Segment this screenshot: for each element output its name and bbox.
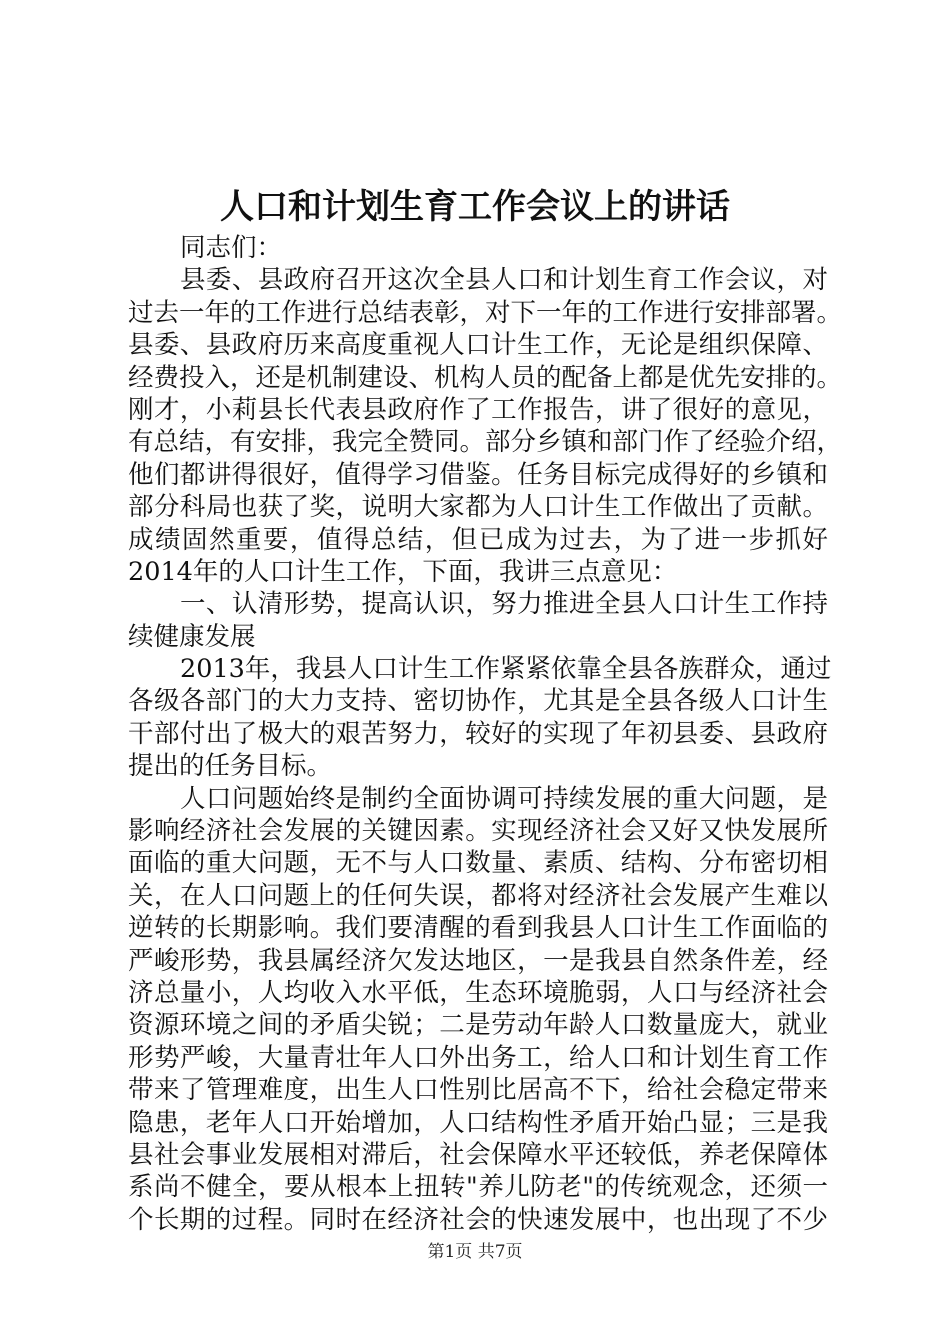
text-line: 济总量小，人均收入水平低，生态环境脆弱，人口与经济社会 [128,977,828,1008]
text-line: 各级各部门的大力支持、密切协作，尤其是全县各级人口计生 [128,686,828,717]
text-line: 资源环境之间的矛盾尖锐；二是劳动年龄人口数量庞大，就业 [128,1010,828,1041]
text-line: 县委、县政府历来高度重视人口计生工作，无论是组织保障、 [128,330,828,361]
document-title: 人口和计划生育工作会议上的讲话 [220,187,730,227]
page-footer: 第1页 共7页 [427,1242,523,1262]
text-line: 过去一年的工作进行总结表彰，对下一年的工作进行安排部署。 [128,297,843,328]
text-line: 个长期的过程。同时在经济社会的快速发展中，也出现了不少 [128,1204,828,1235]
text-line: 干部付出了极大的艰苦努力，较好的实现了年初县委、县政府 [128,718,828,749]
document-body [128,232,843,1236]
text-line: 形势严峻，大量青壮年人口外出务工，给人口和计划生育工作 [128,1042,828,1073]
text-line: 有总结，有安排，我完全赞同。部分乡镇和部门作了经验介绍， [128,427,843,458]
text-line: 关，在人口问题上的任何失误，都将对经济社会发展产生难以 [128,880,828,911]
text-line: 成绩固然重要，值得总结，但已成为过去，为了进一步抓好 [128,524,828,555]
text-line: 带来了管理难度，出生人口性别比居高不下，给社会稳定带来 [128,1075,828,1106]
text-line: 2013年，我县人口计生工作紧紧依靠全县各族群众，通过 [180,654,832,685]
text-line: 人口问题始终是制约全面协调可持续发展的重大问题，是 [180,783,828,814]
text-line: 2014年的人口计生工作，下面，我讲三点意见： [128,556,678,587]
text-line: 同志们： [180,233,283,263]
text-line: 他们都讲得很好，值得学习借鉴。任务目标完成得好的乡镇和 [128,459,828,490]
text-line: 县社会事业发展相对滞后，社会保障水平还较低，养老保障体 [128,1139,828,1170]
text-line: 刚才，小莉县长代表县政府作了工作报告，讲了很好的意见， [128,394,828,425]
text-line: 隐患，老年人口开始增加，人口结构性矛盾开始凸显；三是我 [128,1107,828,1138]
text-line: 县委、县政府召开这次全县人口和计划生育工作会议，对 [180,265,828,296]
text-line: 经费投入，还是机制建设、机构人员的配备上都是优先安排的。 [128,362,843,393]
text-line: 影响经济社会发展的关键因素。实现经济社会又好又快发展所 [128,816,828,847]
text-line: 提出的任务目标。 [128,751,333,782]
text-line: 续健康发展 [128,621,256,652]
text-line: 面临的重大问题，无不与人口数量、素质、结构、分布密切相 [128,848,828,879]
text-line: 系尚不健全，要从根本上扭转"养儿防老"的传统观念，还须一 [128,1172,828,1203]
text-line: 严峻形势，我县属经济欠发达地区，一是我县自然条件差，经 [128,945,828,976]
text-line: 部分科局也获了奖，说明大家都为人口计生工作做出了贡献。 [128,492,828,523]
text-line: 一、认清形势，提高认识，努力推进全县人口计生工作持 [180,589,828,620]
text-line: 逆转的长期影响。我们要清醒的看到我县人口计生工作面临的 [128,913,828,944]
